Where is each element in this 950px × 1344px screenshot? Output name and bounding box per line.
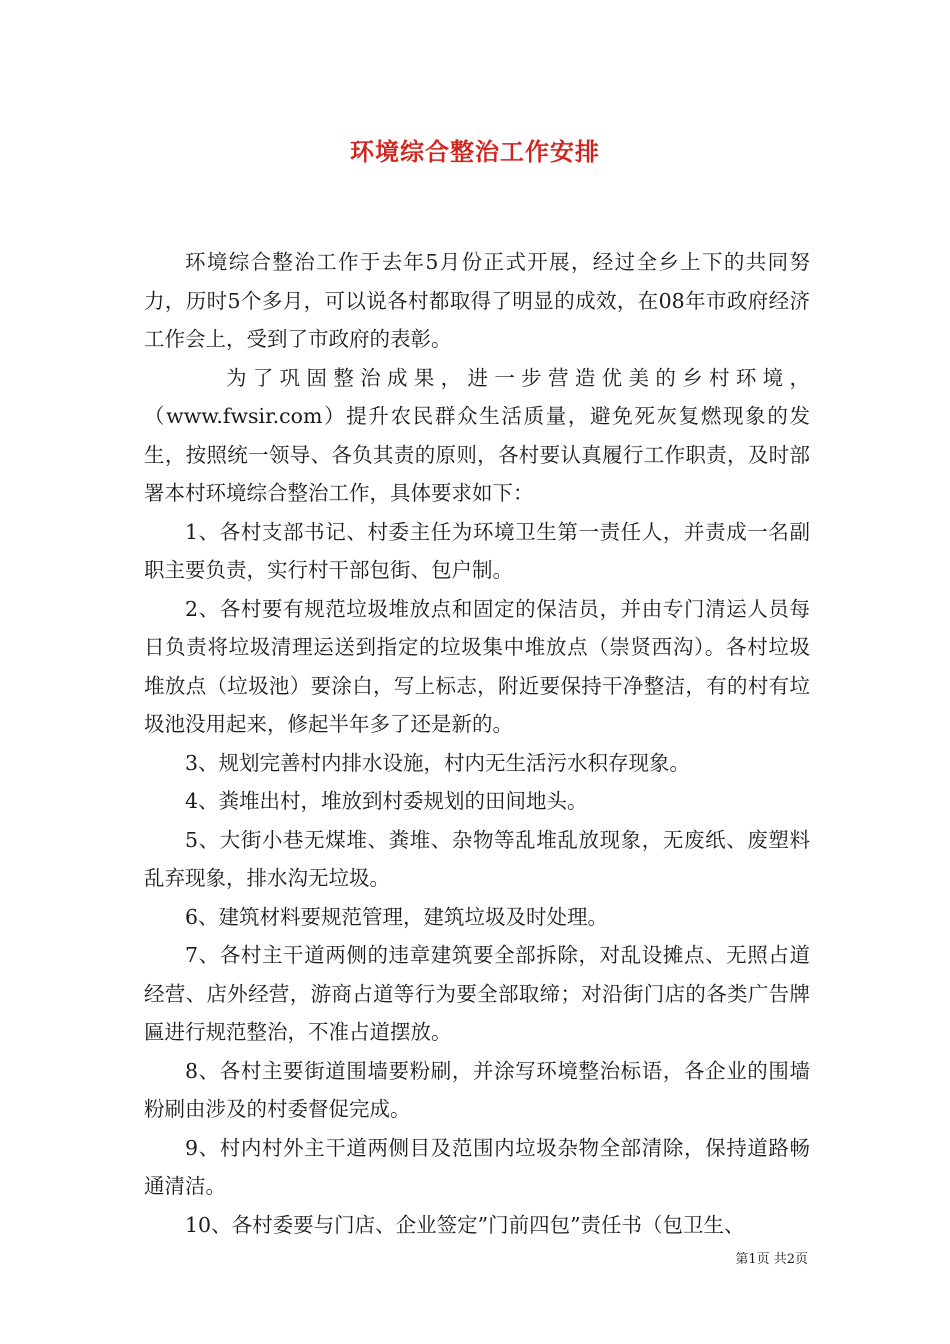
list-item-10: 10、各村委要与门店、企业签定”门前四包”责任书（包卫生、 <box>185 1212 745 1237</box>
list-item-6: 6、建筑材料要规范管理，建筑垃圾及时处理。 <box>185 904 609 929</box>
list-item-5: 5、大街小巷无煤堆、粪堆、杂物等乱堆乱放现象，无废纸、废塑料乱弃现象，排水沟无垃圾。 <box>144 827 810 890</box>
paragraph-purpose: 为了巩固整治成果，进一步营造优美的乡村环境，（www.fwsir.com）提升农民群众生活质量，避免死灰复燃现象的发生，按照统一领导、各负其责的原则，各村要认真履行工作职责，及时部署本村环境综合整治工作，具体要求如下： <box>144 365 810 505</box>
list-item-3: 3、规划完善村内排水设施，村内无生活污水积存现象。 <box>185 750 691 775</box>
list-item-2: 2、各村要有规范垃圾堆放点和固定的保洁员，并由专门清运人员每日负责将垃圾清理运送到指定的垃圾集中堆放点（崇贤西沟）。各村垃圾堆放点（垃圾池）要涂白，写上标志，附近要保持干净整洁，有的村有垃圾池没用起来，修起半年多了还是新的。 <box>144 596 810 736</box>
list-item-7: 7、各村主干道两侧的违章建筑要全部拆除，对乱设摊点、无照占道经营、店外经营，游商占道等行为要全部取缔；对沿街门店的各类广告牌匾进行规范整治，不准占道摆放。 <box>144 943 810 1044</box>
document-title: 环境综合整治工作安排 <box>350 137 600 166</box>
document-body <box>144 243 810 1244</box>
list-item-1: 1、各村支部书记、村委主任为环境卫生第一责任人，并责成一名副职主要负责，实行村干部包街、包户制。 <box>144 519 810 582</box>
list-item-9: 9、村内村外主干道两侧目及范围内垃圾杂物全部清除，保持道路畅通清洁。 <box>144 1135 810 1198</box>
list-item-8: 8、各村主要街道围墙要粉刷，并涂写环境整治标语，各企业的围墙粉刷由涉及的村委督促完成。 <box>144 1058 810 1121</box>
list-item-4: 4、粪堆出村，堆放到村委规划的田间地头。 <box>185 789 588 813</box>
page-number: 第1页 共2页 <box>735 1252 808 1267</box>
paragraph-intro: 环境综合整治工作于去年5月份正式开展，经过全乡上下的共同努力，历时5个多月，可以说各村都取得了明显的成效，在08年市政府经济工作会上，受到了市政府的表彰。 <box>144 250 810 351</box>
